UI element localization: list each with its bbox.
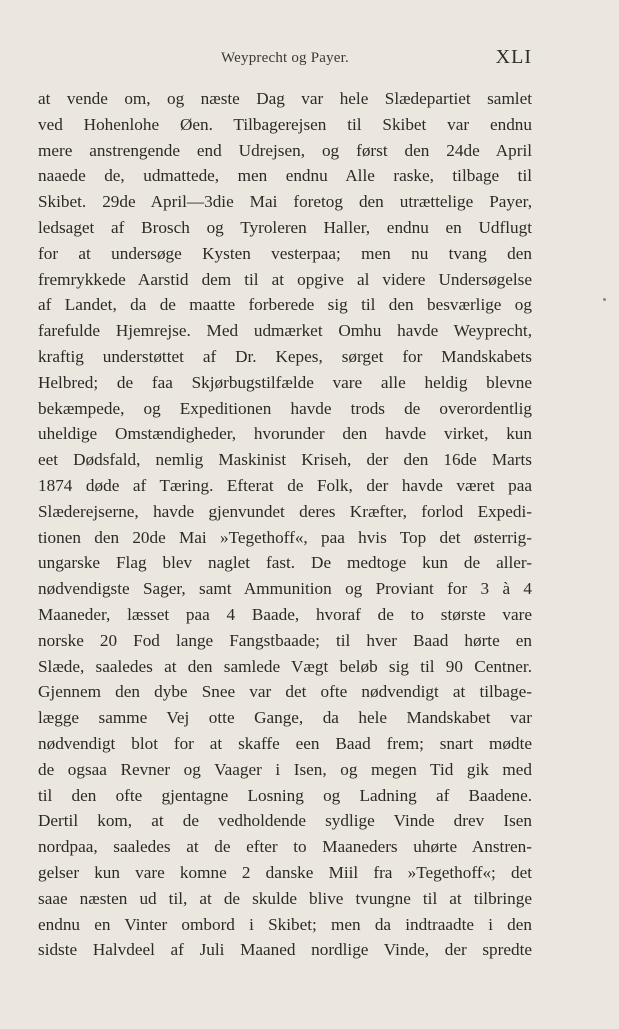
text-line: 1874 døde af Tæring. Efterat de Folk, der havde været paa: [38, 475, 532, 495]
text-line: at vende om, og næste Dag var hele Slædepartiet samlet: [38, 89, 532, 108]
text-line: fremrykkede Aarstid dem til at opgive al videre Undersøgelse: [38, 269, 532, 289]
text-line: nordpaa, saaledes at de efter to Maaneders uhørte Anstren-: [38, 837, 532, 857]
page-header: [38, 46, 532, 72]
text-line: for at undersøge Kysten vesterpaa; men nu tvang den: [38, 243, 532, 263]
text-line: nødvendigste Sager, samt Ammunition og Proviant for 3 à 4: [38, 579, 532, 599]
text-line: sidste Halvdeel af Juli Maaned nordlige Vinde, der spredte: [38, 940, 532, 960]
text-line: lægge samme Vej otte Gange, da hele Mandskabet var: [38, 708, 532, 728]
text-line: nødvendigt blot for at skaffe een Baad frem; snart mødte: [38, 733, 532, 753]
text-line: bekæmpede, og Expeditionen havde trods de overordentlig: [38, 398, 532, 418]
running-head: Weyprecht og Payer.: [221, 50, 349, 66]
text-line: kraftig understøttet af Dr. Kepes, sørget for Mandskabets: [38, 346, 532, 366]
text-line: tionen den 20de Mai »Tegethoff«, paa hvis Top det østerrig-: [38, 527, 532, 547]
margin-mark: [603, 298, 606, 301]
text-line: ungarske Flag blev naglet fast. De medtoge kun de aller-: [38, 553, 532, 573]
text-line: Dertil kom, at de vedholdende sydlige Vinde drev Isen: [38, 811, 532, 831]
text-line: Gjennem den dybe Snee var det ofte nødvendigt at tilbage-: [38, 682, 532, 702]
text-line: uheldige Omstændigheder, hvorunder den havde virket, kun: [38, 424, 532, 444]
text-line: de ogsaa Revner og Vaager i Isen, og megen Tid gik med: [38, 759, 532, 779]
text-line: farefulde Hjemrejse. Med udmærket Omhu havde Weyprecht,: [38, 321, 532, 341]
text-line: Helbred; de faa Skjørbugstilfælde vare alle heldig blevne: [38, 372, 532, 392]
text-line: mere anstrengende end Udrejsen, og først den 24de April: [38, 140, 532, 160]
text-line: saae næsten ud til, at de skulde blive tvungne til at tilbringe: [38, 888, 532, 908]
text-line: endnu en Vinter ombord i Skibet; men da indtraadte i den: [38, 914, 532, 934]
text-line: Slæderejserne, havde gjenvundet deres Kræfter, forlod Expedi-: [38, 501, 532, 521]
text-line: eet Dødsfald, nemlig Maskinist Kriseh, der den 16de Marts: [38, 450, 532, 470]
text-line: ved Hohenlohe Øen. Tilbagerejsen til Skibet var endnu: [38, 114, 532, 134]
text-line: gelser kun vare komne 2 danske Miil fra »Tegethoff«; det: [38, 862, 532, 882]
text-line: af Landet, da de maatte forberede sig til den besværlige og: [38, 295, 532, 315]
body-text: [38, 86, 532, 963]
text-line: Skibet. 29de April—3die Mai foretog den utrættelige Payer,: [38, 192, 532, 212]
text-line: norske 20 Fod lange Fangstbaade; til hver Baad hørte en: [38, 630, 532, 650]
text-line: naaede de, udmattede, men endnu Alle raske, tilbage til: [38, 166, 532, 186]
text-line: til den ofte gjentagne Losning og Ladning af Baadene.: [38, 785, 532, 805]
text-line: Slæde, saaledes at den samlede Vægt beløb sig til 90 Centner.: [38, 656, 532, 676]
text-line: Maaneder, læsset paa 4 Baade, hvoraf de to største vare: [38, 604, 532, 624]
text-line: ledsaget af Brosch og Tyroleren Haller, endnu en Udflugt: [38, 217, 532, 237]
page-number: XLI: [495, 46, 532, 68]
